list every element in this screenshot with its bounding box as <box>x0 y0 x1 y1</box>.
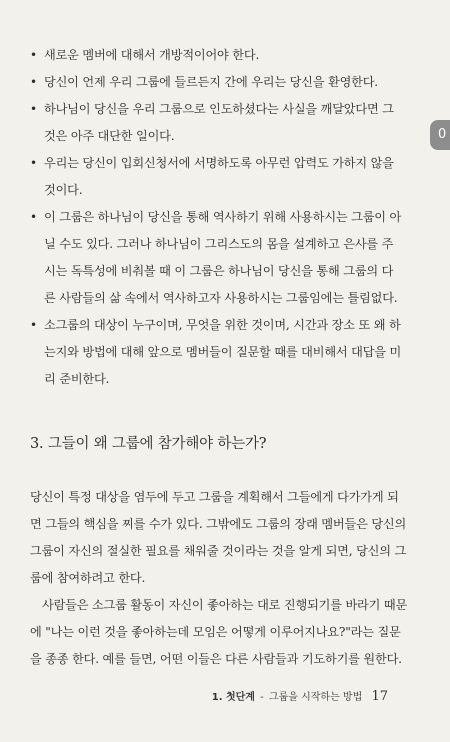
bullet-line: 시는 독특성에 비춰볼 때 이 그룹은 하나님이 당신을 통해 그룹의 다 <box>44 264 394 278</box>
list-item <box>30 150 402 204</box>
bullet-line: 이 그룹은 하나님이 당신을 통해 역사하기 위해 사용하시는 그룹이 아 <box>44 210 402 224</box>
paragraph-line: 면 그들의 핵심을 찌를 수가 있다. 그밖에도 그룹의 장래 멤버들은 당신의 <box>30 517 407 531</box>
bullet-line: 리 준비한다. <box>44 372 110 386</box>
bullet-line: 새로운 멤버에 대해서 개방적이어야 한다. <box>44 48 260 62</box>
bullet-line: 는지와 방법에 대해 앞으로 멤버들이 질문할 때를 대비해서 대답을 미 <box>44 345 402 359</box>
list-item <box>30 312 402 393</box>
paragraph-line: 당신이 특정 대상을 염두에 두고 그룹을 계획해서 그들에게 다가가게 되 <box>30 490 399 504</box>
paragraph <box>30 592 420 673</box>
bullet-dot: • <box>30 156 38 170</box>
bullet-dot: • <box>30 75 38 89</box>
bullet-line: 소그룹의 대상이 누구이며, 무엇을 위한 것이며, 시간과 장소 또 왜 하 <box>44 318 401 332</box>
paragraph-line: 사람들은 소그룹 활동이 자신이 좋아하는 대로 진행되기를 바라기 때문 <box>42 598 408 612</box>
bullet-line: 닐 수도 있다. 그러나 하나님이 그리스도의 몸을 설계하고 은사를 주 <box>44 237 394 251</box>
bullet-dot: • <box>30 48 38 62</box>
footer-separator: - <box>260 692 264 703</box>
bullet-dot: • <box>30 318 38 332</box>
bullet-line: 우리는 당신이 입회신청서에 서명하도록 아무런 압력도 가하지 않을 <box>44 156 394 170</box>
footer-title: 그룹을 시작하는 방법 <box>268 692 363 703</box>
bullet-line: 하나님이 당신을 우리 그룹으로 인도하셨다는 사실을 깨달았다면 그 <box>44 102 394 116</box>
bullet-dot: • <box>30 102 38 116</box>
chapter-side-tab: 0 <box>430 120 450 150</box>
bullet-dot: • <box>30 210 38 224</box>
list-item <box>30 69 402 96</box>
list-item <box>30 96 402 150</box>
page-footer <box>212 688 388 704</box>
paragraph-line: 그룹이 자신의 절실한 필요를 채워줄 것이라는 것을 알게 되면, 당신의 그 <box>30 544 407 558</box>
bullet-line: 른 사람들의 삶 속에서 역사하고자 사용하시는 그룹임에는 틀림없다. <box>44 291 398 305</box>
paragraph <box>30 484 420 592</box>
paragraph-line: 룹에 참여하려고 한다. <box>30 571 146 585</box>
footer-chapter: 1. 첫단계 <box>211 692 255 703</box>
list-item <box>30 42 402 69</box>
list-item <box>30 204 402 312</box>
paragraph-line: 을 종종 한다. 예를 들면, 어떤 이들은 다른 사람들과 기도하기를 원한다. <box>30 652 402 666</box>
bullet-line: 것이다. <box>44 183 83 197</box>
bullet-line: 당신이 언제 우리 그룹에 들르든지 간에 우리는 당신을 환영한다. <box>44 75 378 89</box>
section-heading: 3. 그들이 왜 그룹에 참가해야 하는가? <box>30 436 267 452</box>
bullet-list <box>30 42 402 393</box>
paragraph-line: 에 "나는 이런 것을 좋아하는데 모임은 어떻게 이루어지나요?"라는 질문 <box>30 625 401 639</box>
page-number: 17 <box>371 689 388 704</box>
bullet-line: 것은 아주 대단한 일이다. <box>44 129 175 143</box>
